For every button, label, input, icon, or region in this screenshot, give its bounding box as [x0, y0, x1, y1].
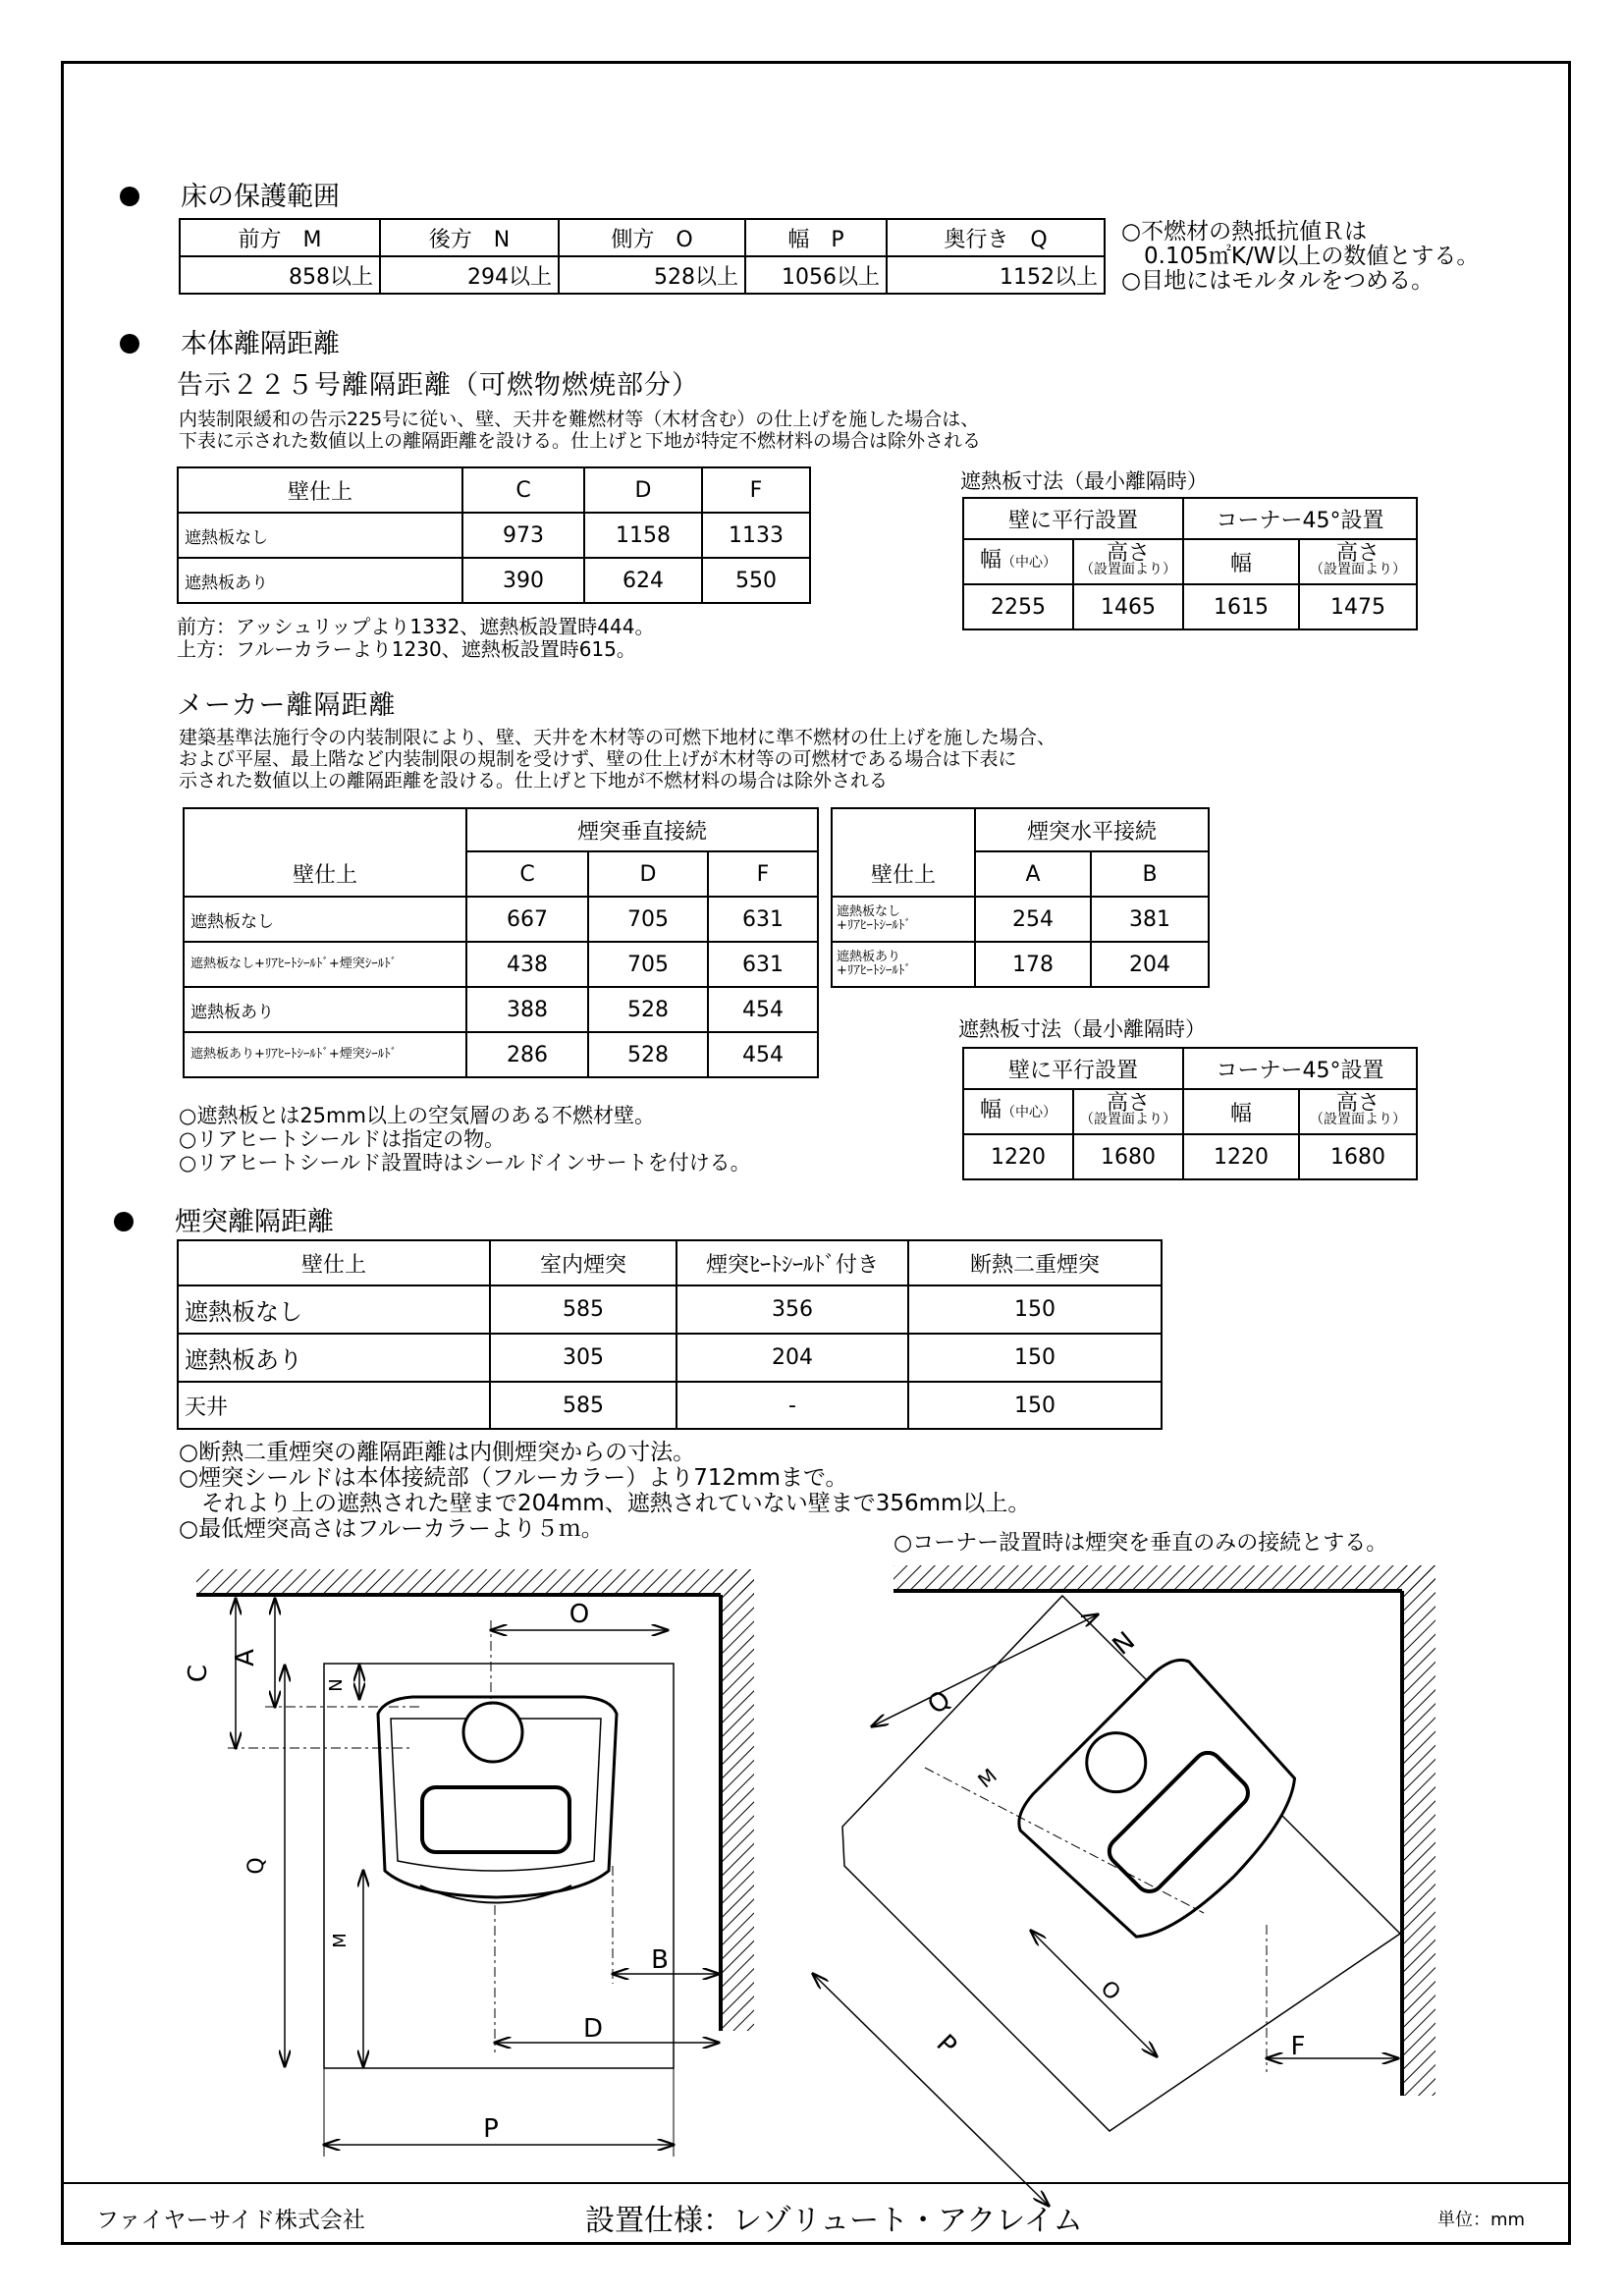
dim-label-Q: Q — [922, 1684, 957, 1721]
table-row: 遮熱板なし 973 1158 1133 — [178, 513, 810, 558]
unit-label: 単位：mm — [1437, 2210, 1526, 2230]
floor-value: 294以上 — [380, 256, 559, 294]
dim-label-P: P — [483, 2114, 499, 2144]
kokuji-header: D — [584, 467, 702, 513]
kokuji-header: C — [462, 467, 584, 513]
maker-shield-title: 遮熱板寸法（最小離隔時） — [958, 1017, 1206, 1041]
table-row: 遮熱板あり+ﾘｱﾋｰﾄｼｰﾙﾄﾞ+煙突ｼｰﾙﾄﾞ 286 528 454 — [184, 1032, 818, 1077]
floor-notes: ○不燃材の熱抵抗値Ｒは 0.105㎡K/W以上の数値とする。 ○目地にはモルタルをつめる。 — [1121, 219, 1480, 294]
maker-title: メーカー離隔距離 — [177, 690, 397, 721]
dim-label-M: M — [973, 1763, 1001, 1793]
kokuji-paragraph: 内装制限緩和の告示225号に従い、壁、天井を難燃材等（木材含む）の仕上げを施した場合は、 下表に示された数値以上の離隔距離を設ける。仕上げと下地が特定不燃材料の場合は除外される — [179, 409, 982, 452]
kokuji-header: 壁仕上 — [178, 467, 462, 513]
dim-label-M: M — [330, 1933, 351, 1948]
floor-value: 1056以上 — [745, 256, 887, 294]
document-title: 設置仕様：レゾリュート・アクレイム — [585, 2204, 1083, 2238]
floor-value: 858以上 — [180, 256, 380, 294]
table-row: 遮熱板なし+ﾘｱﾋｰﾄｼｰﾙﾄﾞ+煙突ｼｰﾙﾄﾞ 438 705 631 — [184, 942, 818, 987]
floor-value: 528以上 — [559, 256, 745, 294]
corner-wall-diagram — [813, 1565, 1435, 2206]
floor-section-title: 床の保護範囲 — [120, 175, 340, 213]
table-row: 遮熱板なし +ﾘｱﾋｰﾄｼｰﾙﾄﾞ 254 381 — [832, 897, 1209, 942]
floor-header: 奥行き Q — [887, 219, 1105, 256]
table-row: 遮熱板なし 667 705 631 — [184, 897, 818, 942]
table-row: 遮熱板あり 390 624 550 — [178, 558, 810, 603]
floor-value: 1152以上 — [887, 256, 1105, 294]
maker-shield-table: 壁に平行設置 コーナー45°設置 幅（中心） 高さ （設置面より） 幅 高さ （設置面より） 1220 1680 1220 1680 — [962, 1047, 1418, 1180]
chimney-table: 壁仕上 室内煙突 煙突ﾋｰﾄｼｰﾙﾄﾞ付き 断熱二重煙突 遮熱板なし 585 356 150 遮熱板あり 305 204 150 天井 585 - 150 — [177, 1239, 1163, 1430]
footer — [61, 2182, 1571, 2247]
table-row: 遮熱板あり +ﾘｱﾋｰﾄｼｰﾙﾄﾞ 178 204 — [832, 942, 1209, 987]
chimney-section-title: 煙突離隔距離 — [114, 1200, 334, 1238]
dim-label-A: A — [231, 1649, 260, 1667]
floor-header: 側方 O — [559, 219, 745, 256]
kokuji-header: F — [702, 467, 810, 513]
maker-vertical-table: 煙突垂直接続 壁仕上 C D F 遮熱板なし 667 705 631 遮熱板なし+ﾘｱﾋｰﾄｼｰﾙﾄﾞ+煙突ｼｰﾙﾄﾞ 438 705 631 遮熱板あり 388 528 454 遮熱板あり+ﾘｱﾋｰﾄｼｰﾙﾄﾞ+煙突ｼｰﾙﾄﾞ 286 528 454 — [183, 807, 819, 1078]
kokuji-title: 告示２２５号離隔距離（可燃物燃焼部分） — [177, 370, 699, 401]
dim-label-N: N — [326, 1678, 347, 1692]
table-row: 遮熱板あり 388 528 454 — [184, 987, 818, 1032]
left-wall-diagram — [184, 1569, 754, 2157]
dim-label-B: B — [651, 1945, 669, 1975]
floor-header: 幅 P — [745, 219, 887, 256]
maker-horizontal-table: 煙突水平接続 壁仕上 A B 遮熱板なし +ﾘｱﾋｰﾄｼｰﾙﾄﾞ 254 381 遮熱板あり +ﾘｱﾋｰﾄｼｰﾙﾄﾞ 178 204 — [831, 807, 1210, 988]
maker-notes: ○遮熱板とは25mm以上の空気層のある不燃材壁。 ○リアヒートシールドは指定の物。 ○リアヒートシールド設置時はシールドインサートを付ける。 — [179, 1104, 751, 1175]
dim-label-O: O — [1095, 1976, 1125, 2006]
maker-paragraph: 建築基準法施行令の内装制限により、壁、天井を木材等の可燃下地材に準不燃材の仕上げを施した場合、 および平屋、最上階など内装制限の規制を受けず、壁の仕上げが木材等の可燃材である場合は下表に 示された数値以上の離隔距離を設ける。仕上げと下地が不燃材料の場合は除外される — [179, 727, 1056, 792]
floor-header: 後方 N — [380, 219, 559, 256]
table-row: 遮熱板あり 305 204 150 — [178, 1334, 1162, 1382]
dim-label-C: C — [184, 1664, 213, 1683]
dim-label-O: O — [568, 1600, 590, 1629]
chimney-notes: ○断熱二重煙突の離隔距離は内側煙突からの寸法。 ○煙突シールドは本体接続部（フルーカラー）より712mmまで。 それより上の遮熱された壁まで204mm、遮熱されていない壁まで356mm以上。 ○最低煙突高さはフルーカラーより５ｍ。 — [179, 1440, 1031, 1542]
kokuji-shield-table: 壁に平行設置 コーナー45°設置 幅（中心） 高さ （設置面より） 幅 高さ （設置面より） 2255 1465 1615 1475 — [962, 497, 1418, 630]
dim-label-D: D — [582, 2014, 604, 2044]
body-section-title: 本体離隔距離 — [120, 322, 340, 360]
company-name: ファイヤーサイド株式会社 — [96, 2208, 365, 2233]
stove-corner-view — [1008, 1650, 1319, 1960]
kokuji-shield-title: 遮熱板寸法（最小離隔時） — [960, 469, 1208, 493]
stove-top-view — [378, 1697, 617, 1903]
floor-header: 前方 M — [180, 219, 380, 256]
dim-label-N: N — [1107, 1626, 1141, 1662]
kokuji-notes: 前方：アッシュリップより1332、遮熱板設置時444。 上方：フルーカラーより1230、遮熱板設置時615。 — [177, 615, 655, 661]
corner-note: ○コーナー設置時は煙突を垂直のみの接続とする。 — [893, 1531, 1388, 1556]
table-row: 遮熱板なし 585 356 150 — [178, 1285, 1162, 1334]
dim-label-F: F — [1290, 2032, 1306, 2061]
table-row: 天井 585 - 150 — [178, 1382, 1162, 1429]
dim-label-P: P — [930, 2029, 962, 2061]
dim-label-Q: Q — [244, 1857, 269, 1875]
